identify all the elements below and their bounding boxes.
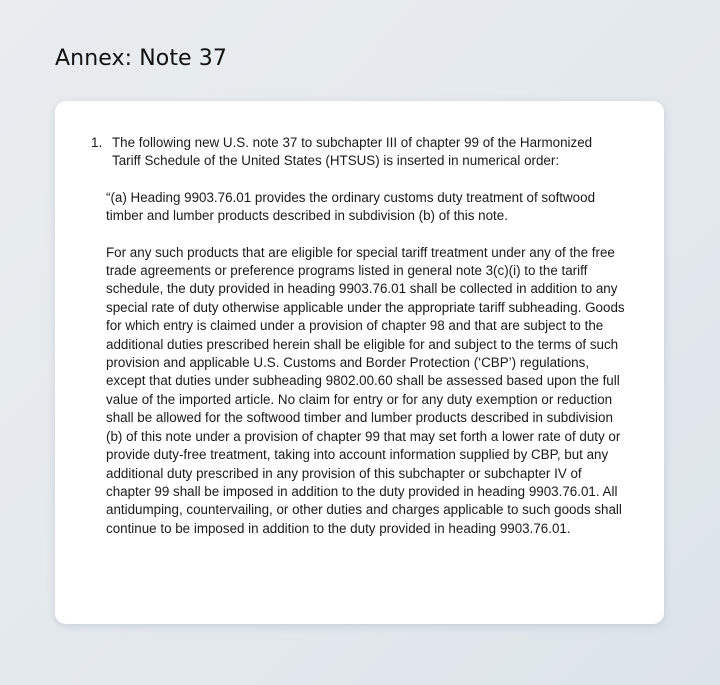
page-title: Annex: Note 37 bbox=[55, 46, 227, 71]
item-intro-text: The following new U.S. note 37 to subchapter III of chapter 99 of the Harmonized Tariff Schedule of the United States (HTSUS) is inserted in numerical order: bbox=[112, 135, 593, 169]
paragraph-body: For any such products that are eligible for special tariff treatment under any of the free trade agreements or preference programs listed in general note 3(c)(i) to the tariff schedule, the duty provided in heading 9903.76.01 shall be collected in addition to any special rate of duty otherwise applicable under the appropriate tariff subheading. Goods for which entry is claimed under a provision of chapter 98 and that are subject to the additional duties prescribed herein shall be eligible for and subject to the terms of such provision and applicable U.S. Customs and Border Protection (‘CBP’) regulations, except that duties under subheading 9802.00.60 shall be assessed based upon the full value of the imported article. No claim for entry or for any duty exemption or reduction shall be allowed for the softwood timber and lumber products described in subdivision (b) of this note under a provision of chapter 99 that may set forth a lower rate of duty or provide duty-free treatment, taking into account information supplied by CBP, but any additional duty prescribed in any provision of this subchapter or subchapter IV of chapter 99 shall be imposed in addition to the duty provided in heading 9903.76.01. All antidumping, countervailing, or other duties and charges applicable to such goods shall continue to be imposed in addition to the duty provided in heading 9903.76.01. bbox=[106, 244, 625, 536]
numbered-item bbox=[91, 134, 621, 171]
document-card bbox=[55, 101, 664, 624]
document-excerpt bbox=[91, 134, 625, 538]
item-number: 1. bbox=[91, 135, 103, 150]
paragraph-a: “(a) Heading 9903.76.01 provides the ordinary customs duty treatment of softwood timber and lumber products described in subdivision (b) of this note. bbox=[106, 189, 596, 224]
